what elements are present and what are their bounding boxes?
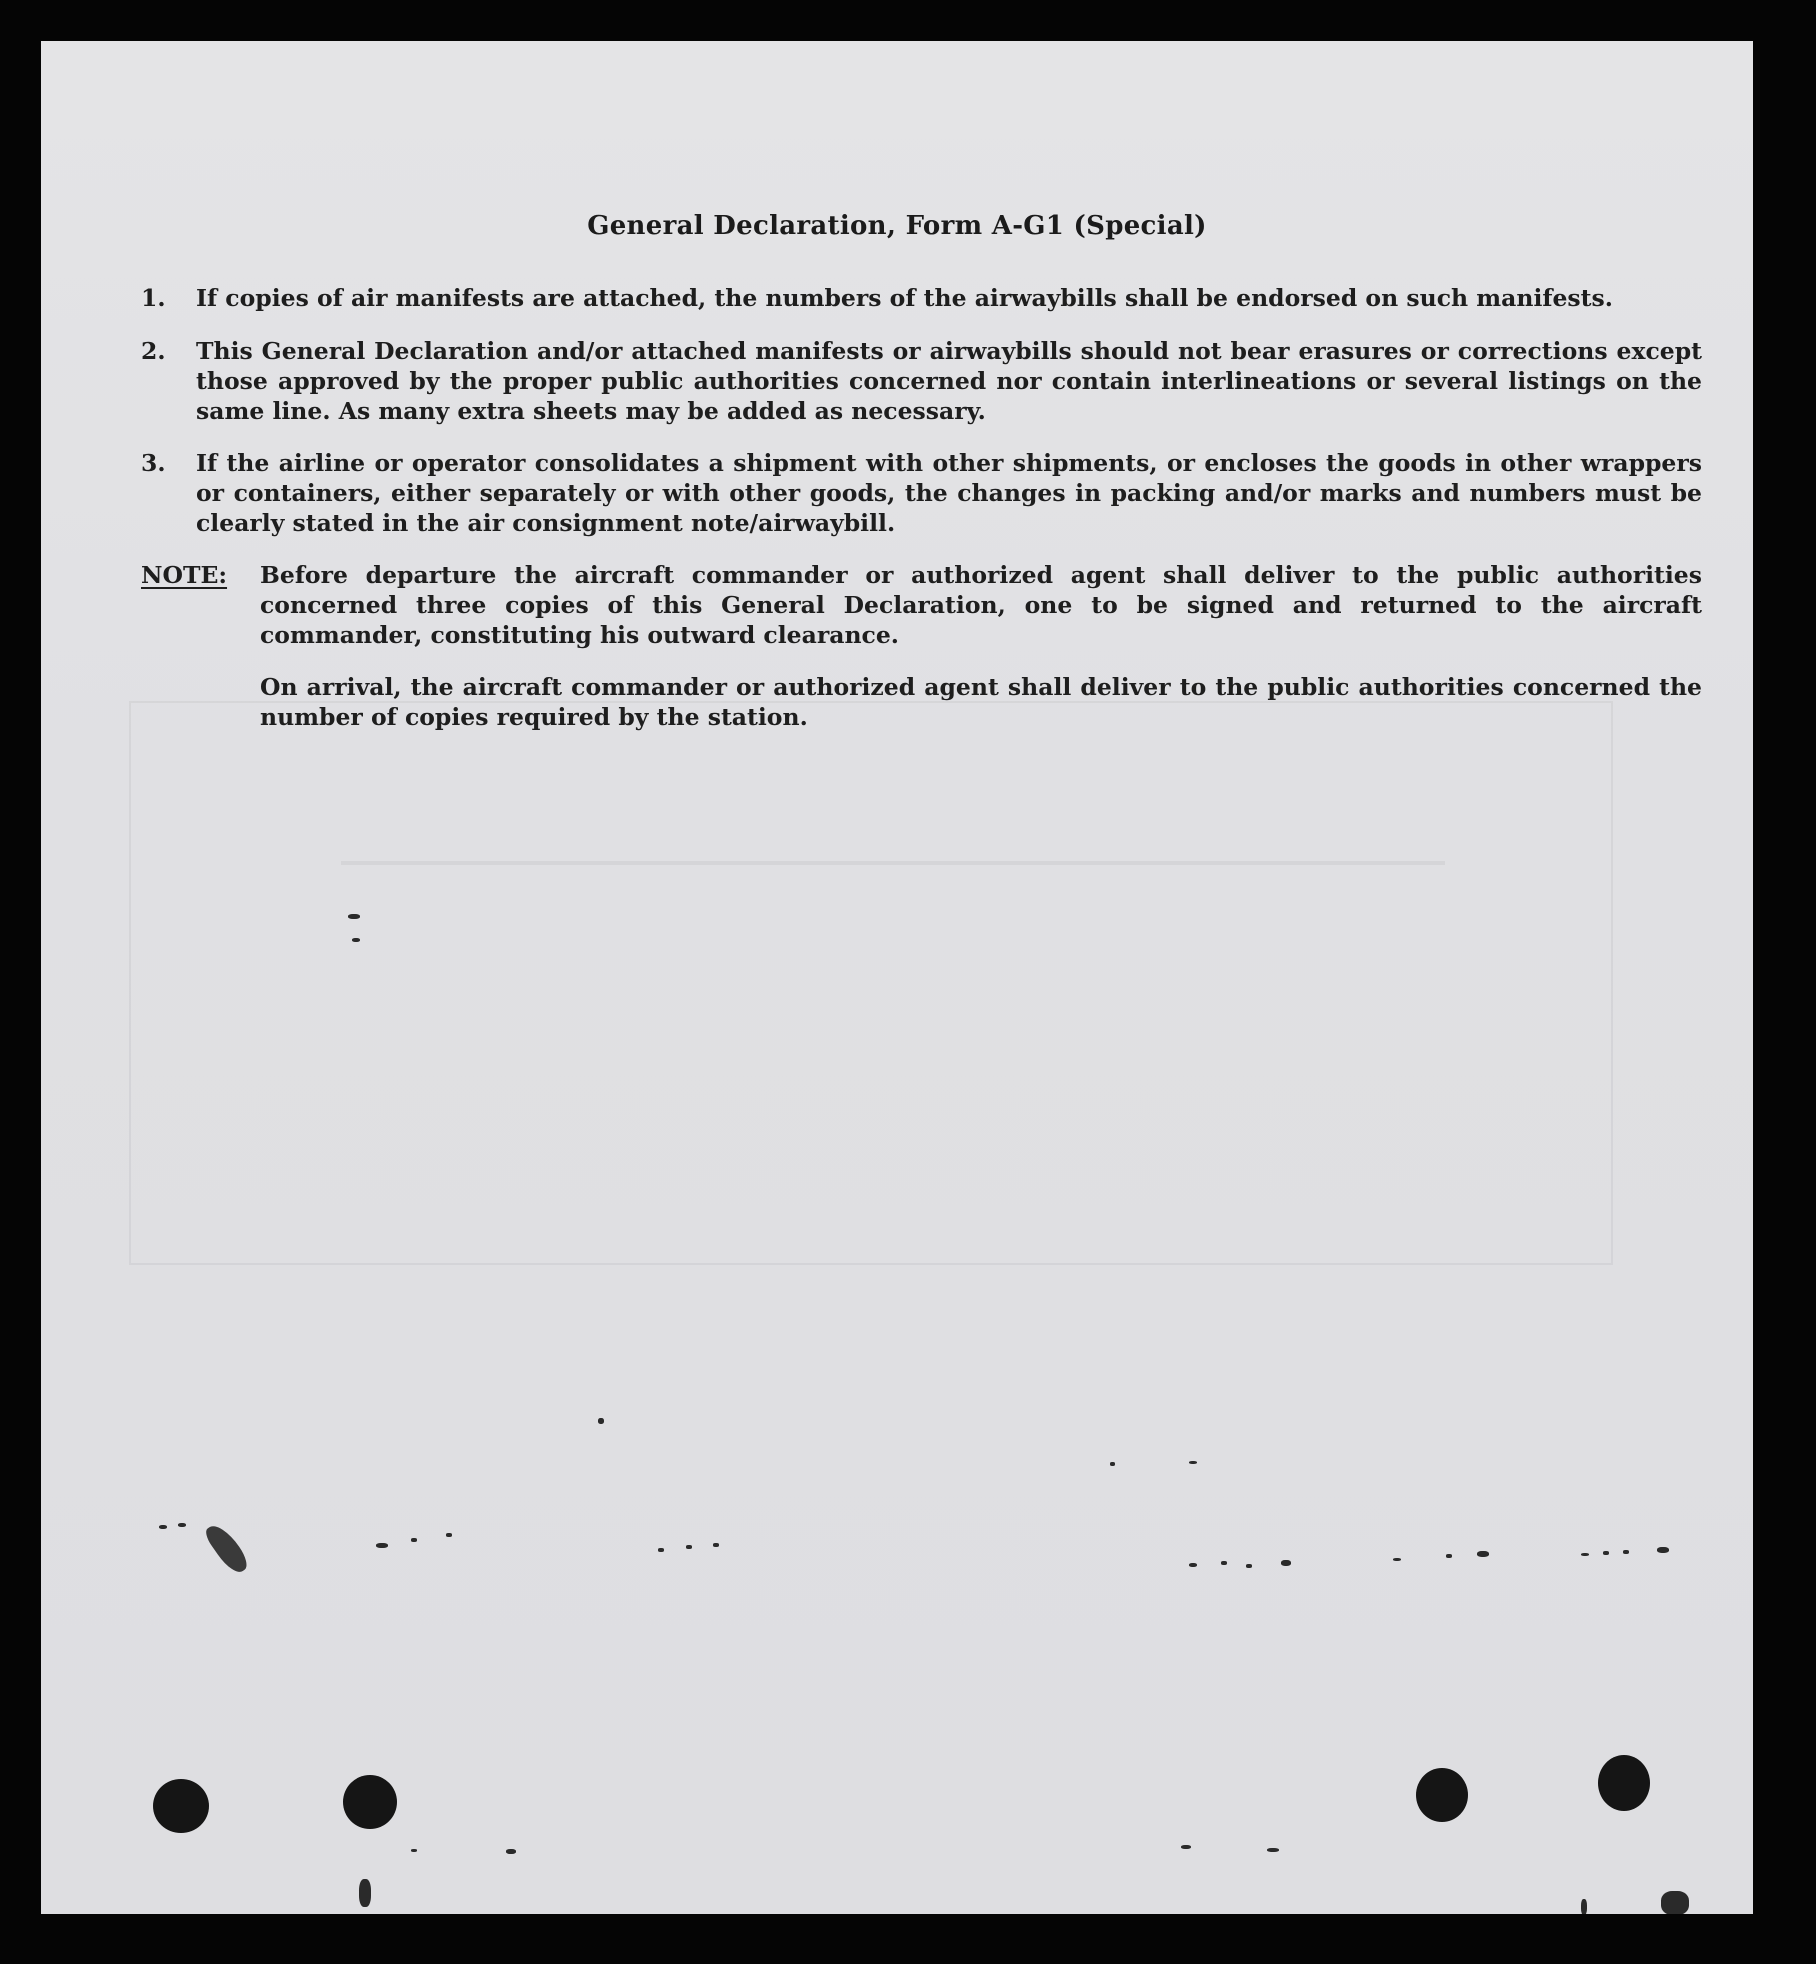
scan-speck <box>686 1545 692 1549</box>
scan-speck <box>348 914 360 919</box>
scan-speck <box>1267 1848 1279 1852</box>
document-page <box>41 41 1753 1914</box>
ink-smudge <box>202 1520 252 1578</box>
item-text: If copies of air manifests are attached, the numbers of the airwaybills shall be endorsed on such manifests. <box>196 284 1613 312</box>
scan-speck <box>1581 1899 1587 1914</box>
punch-hole <box>153 1779 209 1833</box>
scan-speck <box>159 1525 167 1529</box>
instruction-item-3 <box>141 448 1702 540</box>
scan-speck <box>658 1548 664 1552</box>
item-text: This General Declaration and/or attached manifests or airwaybills should not bear erasures or corrections except those approved by the proper public authorities concerned nor contain interlineations or several listings on the same line. As many extra sheets may be added as necessary. <box>196 337 1702 425</box>
scan-speck <box>411 1849 417 1852</box>
item-number: 2. <box>141 337 166 365</box>
note-paragraph-departure: Before departure the aircraft commander or authorized agent shall deliver to the public authorities concerned three copies of this General Declaration, one to be signed and returned to the aircraft commander, constituting his outward clearance. <box>260 561 1702 649</box>
scan-speck <box>1393 1558 1401 1561</box>
scan-speck <box>1581 1553 1589 1556</box>
instruction-item-2 <box>141 336 1702 428</box>
scan-speck <box>376 1543 388 1548</box>
item-number: 3. <box>141 449 166 477</box>
scan-speck <box>1661 1891 1689 1914</box>
scan-speck <box>1603 1551 1609 1555</box>
scan-speck <box>178 1523 186 1527</box>
scan-speck <box>1281 1560 1291 1566</box>
scan-speck <box>1657 1547 1669 1553</box>
punch-hole <box>343 1775 397 1829</box>
scan-speck <box>506 1849 516 1854</box>
scan-speck <box>1246 1564 1252 1568</box>
scan-speck <box>1110 1462 1115 1466</box>
note-label: NOTE: <box>141 561 228 589</box>
instruction-item-1 <box>141 283 1702 315</box>
note-paragraph-arrival: On arrival, the aircraft commander or authorized agent shall deliver to the public authorities concerned the number of copies required by the station. <box>260 673 1702 731</box>
bleed-through-frame <box>129 701 1613 1265</box>
note-section <box>141 560 1702 750</box>
scan-speck <box>1477 1551 1489 1557</box>
scan-speck <box>1221 1561 1227 1565</box>
scan-speck <box>713 1543 719 1547</box>
item-number: 1. <box>141 284 166 312</box>
punch-hole <box>1416 1768 1468 1822</box>
scan-speck <box>359 1879 371 1907</box>
punch-hole <box>1598 1755 1650 1811</box>
scan-speck <box>1181 1845 1191 1849</box>
scan-speck <box>1623 1550 1629 1554</box>
item-text: If the airline or operator consolidates a shipment with other shipments, or encloses the goods in other wrappers or containers, either separately or with other goods, the changes in packing and/or marks and numbers must be clearly stated in the air consignment note/airwaybill. <box>196 449 1702 537</box>
scan-speck <box>1446 1554 1452 1558</box>
scan-speck <box>1189 1461 1197 1464</box>
scan-speck <box>411 1538 417 1542</box>
scan-speck <box>598 1418 604 1424</box>
scan-speck <box>352 938 360 942</box>
scan-speck <box>446 1533 452 1537</box>
bleed-through-rule <box>341 861 1445 865</box>
scan-speck <box>1189 1563 1197 1567</box>
page-title: General Declaration, Form A-G1 (Special) <box>587 211 1207 241</box>
